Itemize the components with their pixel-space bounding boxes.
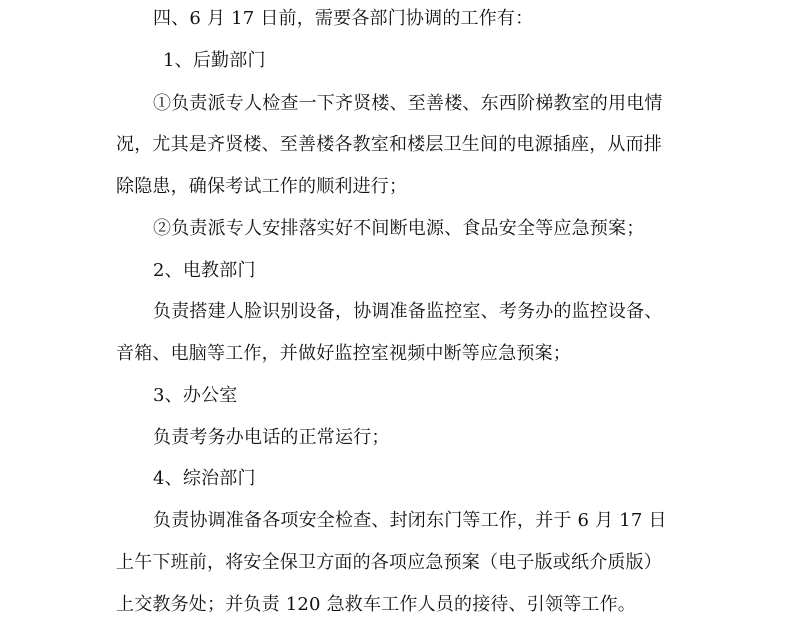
subheading-logistics: 1、后勤部门: [163, 50, 266, 71]
paragraph-line: 除隐患，确保考试工作的顺利进行；: [116, 176, 408, 197]
section-heading: 四、6 月 17 日前，需要各部门协调的工作有：: [153, 8, 534, 29]
paragraph-line: 负责协调准备各项安全检查、封闭东门等工作，并于 6 月 17 日: [153, 510, 667, 531]
paragraph-line: 负责考务办电话的正常运行；: [153, 427, 390, 448]
paragraph-line: 上交教务处；并负责 120 急救车工作人员的接待、引领等工作。: [116, 594, 636, 615]
paragraph-line: ②负责派专人安排落实好不间断电源、食品安全等应急预案；: [153, 218, 645, 239]
paragraph-line: 况，尤其是齐贤楼、至善楼各教室和楼层卫生间的电源插座，从而排: [116, 134, 662, 155]
paragraph-line: 音箱、电脑等工作，并做好监控室视频中断等应急预案；: [116, 343, 571, 364]
subheading-av-dept: 2、电教部门: [153, 260, 256, 281]
paragraph-line: 负责搭建人脸识别设备，协调准备监控室、考务办的监控设备、: [153, 301, 663, 322]
subheading-office: 3、办公室: [153, 385, 238, 406]
subheading-security: 4、综治部门: [153, 468, 256, 489]
paragraph-line: ①负责派专人检查一下齐贤楼、至善楼、东西阶梯教室的用电情: [153, 93, 663, 114]
paragraph-line: 上午下班前，将安全保卫方面的各项应急预案（电子版或纸介质版）: [116, 552, 662, 573]
